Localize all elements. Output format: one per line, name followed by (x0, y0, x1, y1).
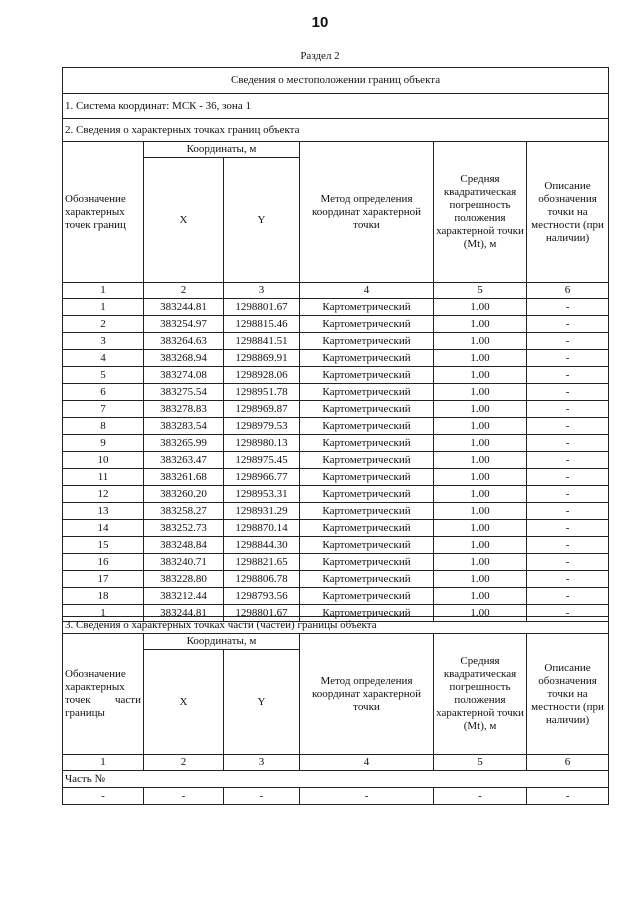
table-cell: Картометрический (300, 350, 434, 367)
table-cell: 1298821.65 (224, 554, 300, 571)
table-cell: - (527, 401, 609, 418)
table-cell: Картометрический (300, 537, 434, 554)
table-cell: 383244.81 (144, 605, 224, 622)
table-cell: 1.00 (434, 554, 527, 571)
table-cell: 2 (63, 316, 144, 333)
column-number-cell: 2 (144, 755, 224, 771)
header-accuracy: Средняя квадратическая погрешность положения характерной точки (Mt), м (434, 142, 527, 283)
header-coordinates: Координаты, м (144, 634, 300, 650)
column-number-cell: 2 (144, 283, 224, 299)
table-cell: 5 (63, 367, 144, 384)
table-cell: Картометрический (300, 418, 434, 435)
table-cell: - (527, 316, 609, 333)
table-cell: Картометрический (300, 605, 434, 622)
table-cell: - (300, 788, 434, 805)
table-cell: 1298975.45 (224, 452, 300, 469)
table-cell: - (527, 554, 609, 571)
table-cell: 1298869.91 (224, 350, 300, 367)
table-cell: - (527, 469, 609, 486)
table-cell: 4 (63, 350, 144, 367)
table-cell: 1.00 (434, 571, 527, 588)
header-method: Метод определения координат характерной точки (300, 634, 434, 755)
table-cell: 1298806.78 (224, 571, 300, 588)
header-description: Описание обозначения точки на местности (при наличии) (527, 142, 609, 283)
table-cell: 1298844.30 (224, 537, 300, 554)
table-cell: 16 (63, 554, 144, 571)
table-cell: - (224, 788, 300, 805)
table-cell: 1.00 (434, 452, 527, 469)
table-cell: 1298980.13 (224, 435, 300, 452)
table-title: Сведения о местоположении границ объекта (63, 68, 609, 94)
column-number-cell: 6 (527, 755, 609, 771)
table-row (63, 537, 609, 554)
table-cell: - (527, 435, 609, 452)
header-method: Метод определения координат характерной точки (300, 142, 434, 283)
table-cell: - (434, 788, 527, 805)
table-cell: Картометрический (300, 401, 434, 418)
table-cell: 18 (63, 588, 144, 605)
table-cell: - (527, 299, 609, 316)
table-cell: 1298870.14 (224, 520, 300, 537)
table-cell: 1.00 (434, 605, 527, 622)
table-cell: 1298966.77 (224, 469, 300, 486)
table-cell: 383274.08 (144, 367, 224, 384)
table-cell: 383265.99 (144, 435, 224, 452)
table-cell: 15 (63, 537, 144, 554)
table-cell: 1298951.78 (224, 384, 300, 401)
table-cell: 383228.80 (144, 571, 224, 588)
table-cell: 383278.83 (144, 401, 224, 418)
column-number-cell: 3 (224, 755, 300, 771)
table-cell: 1298953.31 (224, 486, 300, 503)
table-row (63, 367, 609, 384)
table-cell: 1 (63, 299, 144, 316)
table-cell: - (527, 605, 609, 622)
table-cell: 1.00 (434, 350, 527, 367)
column-number-cell: 6 (527, 283, 609, 299)
table-cell: Картометрический (300, 554, 434, 571)
column-number-cell: 4 (300, 283, 434, 299)
table-cell: 1 (63, 605, 144, 622)
table-cell: 383263.47 (144, 452, 224, 469)
coordinate-system: 1. Система координат: МСК - 36, зона 1 (63, 94, 609, 119)
section-subtitle: 3. Сведения о характерных точках части (частей) границы объекта (63, 617, 609, 634)
table-cell: Картометрический (300, 571, 434, 588)
table-row (63, 486, 609, 503)
column-number-cell: 4 (300, 755, 434, 771)
table-cell: 383261.68 (144, 469, 224, 486)
table-cell: 11 (63, 469, 144, 486)
table-cell: 1.00 (434, 469, 527, 486)
header-designation: Обозначение характерных точек границ (63, 142, 144, 283)
table-cell: 383260.20 (144, 486, 224, 503)
table-cell: 1.00 (434, 435, 527, 452)
table-cell: 12 (63, 486, 144, 503)
table-cell: 383240.71 (144, 554, 224, 571)
table-row (63, 418, 609, 435)
table-cell: 9 (63, 435, 144, 452)
table-cell: 13 (63, 503, 144, 520)
table-row (63, 316, 609, 333)
table-cell: - (527, 503, 609, 520)
table-cell: 1298928.06 (224, 367, 300, 384)
table-cell: 1.00 (434, 367, 527, 384)
table-cell: 1.00 (434, 316, 527, 333)
header-coordinates: Координаты, м (144, 142, 300, 158)
section-label: Раздел 2 (300, 50, 340, 62)
table-cell: 383252.73 (144, 520, 224, 537)
column-number-cell: 5 (434, 283, 527, 299)
table-cell: 1298801.67 (224, 605, 300, 622)
table-row (63, 520, 609, 537)
table-row (63, 788, 609, 805)
table-cell: - (527, 452, 609, 469)
table-cell: 383244.81 (144, 299, 224, 316)
table-cell: 383254.97 (144, 316, 224, 333)
table-cell: 1.00 (434, 401, 527, 418)
table-cell: 10 (63, 452, 144, 469)
column-number-cell: 3 (224, 283, 300, 299)
table-cell: 383264.63 (144, 333, 224, 350)
table-cell: 1.00 (434, 503, 527, 520)
table-cell: Картометрический (300, 520, 434, 537)
column-number-row (63, 755, 609, 771)
table-cell: Картометрический (300, 299, 434, 316)
table-cell: 1.00 (434, 486, 527, 503)
table-cell: 383268.94 (144, 350, 224, 367)
header-accuracy: Средняя квадратическая погрешность положения характерной точки (Mt), м (434, 634, 527, 755)
table-cell: 7 (63, 401, 144, 418)
table-cell: - (527, 588, 609, 605)
table-cell: - (527, 367, 609, 384)
page-number: 10 (311, 14, 329, 31)
table-cell: - (527, 333, 609, 350)
table-cell: 1.00 (434, 384, 527, 401)
table-cell: - (527, 350, 609, 367)
table-row (63, 554, 609, 571)
column-number-row (63, 283, 609, 299)
table-cell: - (63, 788, 144, 805)
boundary-points-table (62, 67, 609, 622)
table-cell: 1.00 (434, 333, 527, 350)
table-cell: 14 (63, 520, 144, 537)
table-cell: - (527, 571, 609, 588)
table-row (63, 588, 609, 605)
table-cell: 1298815.46 (224, 316, 300, 333)
table-cell: - (144, 788, 224, 805)
table-row (63, 333, 609, 350)
table-cell: Картометрический (300, 503, 434, 520)
table-row (63, 401, 609, 418)
table-cell: Картометрический (300, 367, 434, 384)
table-cell: 1298841.51 (224, 333, 300, 350)
header-y: Y (224, 158, 300, 283)
table-cell: 6 (63, 384, 144, 401)
table-cell: - (527, 537, 609, 554)
table-row (63, 571, 609, 588)
table-cell: 1.00 (434, 299, 527, 316)
column-number-cell: 1 (63, 283, 144, 299)
table-cell: Картометрический (300, 588, 434, 605)
table-cell: 383283.54 (144, 418, 224, 435)
table-cell: 383258.27 (144, 503, 224, 520)
column-number-cell: 5 (434, 755, 527, 771)
table-cell: - (527, 788, 609, 805)
table-cell: 1298931.29 (224, 503, 300, 520)
table-cell: - (527, 384, 609, 401)
table-row (63, 384, 609, 401)
table-cell: 3 (63, 333, 144, 350)
table-cell: Картометрический (300, 384, 434, 401)
boundary-part-points-table (62, 616, 609, 805)
table-row (63, 452, 609, 469)
table-cell: 383212.44 (144, 588, 224, 605)
table-cell: Картометрический (300, 486, 434, 503)
header-x: X (144, 650, 224, 755)
header-x: X (144, 158, 224, 283)
part-label: Часть № (63, 771, 609, 788)
table-cell: Картометрический (300, 469, 434, 486)
table-row (63, 299, 609, 316)
table-cell: 1298793.56 (224, 588, 300, 605)
table-row (63, 350, 609, 367)
table-row (63, 503, 609, 520)
table-cell: 8 (63, 418, 144, 435)
table-cell: - (527, 486, 609, 503)
table-cell: Картометрический (300, 333, 434, 350)
table-cell: 1.00 (434, 537, 527, 554)
table-cell: 1298801.67 (224, 299, 300, 316)
table-cell: Картометрический (300, 452, 434, 469)
column-number-cell: 1 (63, 755, 144, 771)
header-description: Описание обозначения точки на местности (при наличии) (527, 634, 609, 755)
table-cell: 1.00 (434, 588, 527, 605)
table-cell: 1.00 (434, 520, 527, 537)
table-cell: 383275.54 (144, 384, 224, 401)
table-row (63, 435, 609, 452)
table-cell: 1.00 (434, 418, 527, 435)
table-cell: 17 (63, 571, 144, 588)
section-subtitle: 2. Сведения о характерных точках границ объекта (63, 119, 609, 142)
table-row (63, 469, 609, 486)
table-cell: Картометрический (300, 316, 434, 333)
table-cell: - (527, 418, 609, 435)
table-cell: 1298969.87 (224, 401, 300, 418)
table-cell: - (527, 520, 609, 537)
header-y: Y (224, 650, 300, 755)
table-cell: 1298979.53 (224, 418, 300, 435)
table-cell: 383248.84 (144, 537, 224, 554)
table-cell: Картометрический (300, 435, 434, 452)
header-designation: Обозначение характерных точек части границы (63, 634, 144, 755)
